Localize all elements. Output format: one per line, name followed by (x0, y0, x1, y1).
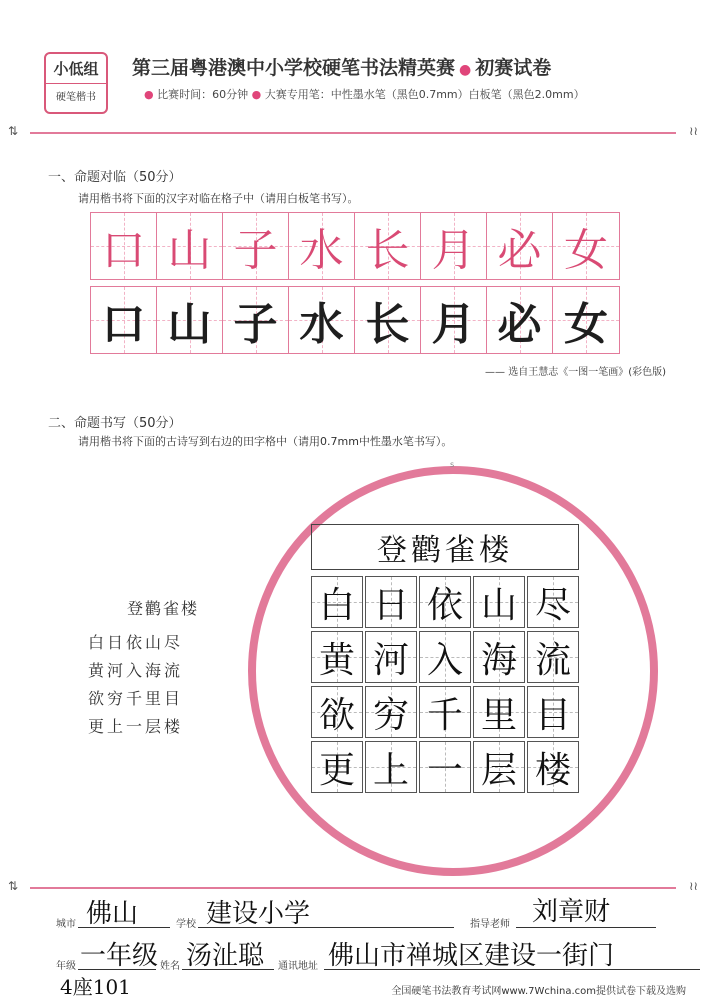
copy-char-row (90, 286, 620, 354)
footer-text: 全国硬笔书法教育考试网www.7Wchina.com提供试卷下载及选购 (391, 986, 686, 997)
handwritten-cell: 入 (419, 631, 471, 683)
city-value: 佛山 (86, 899, 139, 929)
copy-char-cell: 月 (421, 287, 487, 353)
teacher-value: 刘章财 (532, 897, 611, 927)
handwritten-cell: 日 (365, 576, 417, 628)
handwritten-cell: 依 (419, 576, 471, 628)
handwritten-row (311, 576, 581, 628)
scroll-ornament-icon: ⇅ (8, 124, 19, 138)
school-value: 建设小学 (206, 899, 311, 929)
grade-label: 年级 (56, 961, 76, 972)
handwritten-cell: 山 (473, 576, 525, 628)
page-title (132, 53, 551, 80)
address-label: 通讯地址 (278, 961, 318, 972)
handwritten-cell: 楼 (527, 741, 579, 793)
address-continuation: 4座101 (60, 975, 131, 999)
title-sub: 初赛试卷 (475, 57, 552, 79)
handwritten-grid (311, 576, 581, 796)
city-label: 城市 (56, 919, 76, 930)
title-dot-icon: ● (459, 62, 472, 78)
scroll-ornament-icon: ≀≀ (689, 879, 698, 893)
copy-char-cell: 山 (157, 287, 223, 353)
group-label: 小低组 (46, 54, 106, 84)
model-char-cell: 水 (289, 213, 355, 279)
copy-char-cell: 长 (355, 287, 421, 353)
copy-char-cell: 女 (553, 287, 619, 353)
poem-line: 更上一层楼 (88, 717, 184, 736)
section1-title: 一、命题对临（50分） (48, 170, 182, 185)
handwritten-cell: 千 (419, 686, 471, 738)
source-credit: —— 选自王慧志《一图一笔画》(彩色版) (485, 367, 666, 378)
copy-char-cell: 水 (289, 287, 355, 353)
top-divider (8, 124, 698, 139)
handwritten-cell: 更 (311, 741, 363, 793)
handwritten-cell: 目 (527, 686, 579, 738)
exam-pens: 大赛专用笔：中性墨水笔（黑色0.7mm）白板笔（黑色2.0mm） (264, 88, 585, 101)
copy-char-cell: 子 (223, 287, 289, 353)
model-char-row (90, 212, 620, 280)
handwritten-cell: 层 (473, 741, 525, 793)
handwritten-cell: 海 (473, 631, 525, 683)
handwritten-cell: 尽 (527, 576, 579, 628)
handwritten-cell: 里 (473, 686, 525, 738)
model-char-cell: 必 (487, 213, 553, 279)
circle-mark: s (450, 460, 455, 469)
poem-line: 白日依山尽 (88, 633, 184, 652)
category-label: 硬笔楷书 (56, 92, 96, 103)
grade-value: 一年级 (80, 941, 159, 971)
model-char-cell: 女 (553, 213, 619, 279)
handwritten-cell: 穷 (365, 686, 417, 738)
exam-time: 比赛时间：60分钟 (157, 88, 249, 101)
model-char-cell: 月 (421, 213, 487, 279)
handwritten-cell: 黄 (311, 631, 363, 683)
scroll-ornament-icon: ≀≀ (689, 124, 698, 138)
address-value: 佛山市禅城区建设一街门 (328, 941, 615, 971)
school-label: 学校 (176, 919, 196, 930)
title-main: 第三届粤港澳中小学校硬笔书法精英赛 (132, 57, 456, 79)
handwritten-cell: 一 (419, 741, 471, 793)
name-label: 姓名 (160, 961, 180, 972)
exam-info (144, 86, 585, 102)
section2-title: 二、命题书写（50分） (48, 416, 182, 431)
group-badge (44, 52, 108, 114)
handwritten-cell: 欲 (311, 686, 363, 738)
handwritten-cell: 河 (365, 631, 417, 683)
handwritten-cell: 流 (527, 631, 579, 683)
poem-title: 登鹳雀楼 (126, 599, 199, 618)
handwritten-row (311, 631, 581, 683)
copy-char-cell: 口 (91, 287, 157, 353)
scroll-ornament-icon: ⇅ (8, 879, 19, 893)
handwritten-row (311, 686, 581, 738)
section2-instruction: 请用楷书将下面的古诗写到右边的田字格中（请用0.7mm中性墨水笔书写）。 (78, 435, 453, 448)
poem-line: 欲穷千里目 (88, 689, 184, 708)
copy-char-cell: 必 (487, 287, 553, 353)
handwritten-row (311, 741, 581, 793)
handwritten-poem-title: 登鹳雀楼 (311, 524, 579, 570)
reference-poem (88, 596, 238, 741)
model-char-cell: 山 (157, 213, 223, 279)
bullet-icon: ● (144, 88, 154, 101)
bullet-icon: ● (251, 88, 262, 101)
model-char-cell: 子 (223, 213, 289, 279)
section1-instruction: 请用楷书将下面的汉字对临在格子中（请用白板笔书写）。 (78, 192, 359, 205)
model-char-cell: 口 (91, 213, 157, 279)
handwritten-cell: 白 (311, 576, 363, 628)
teacher-label: 指导老师 (470, 919, 510, 930)
poem-line: 黄河入海流 (88, 661, 184, 680)
model-char-cell: 长 (355, 213, 421, 279)
handwritten-cell: 上 (365, 741, 417, 793)
name-value: 汤沚聪 (186, 941, 265, 971)
